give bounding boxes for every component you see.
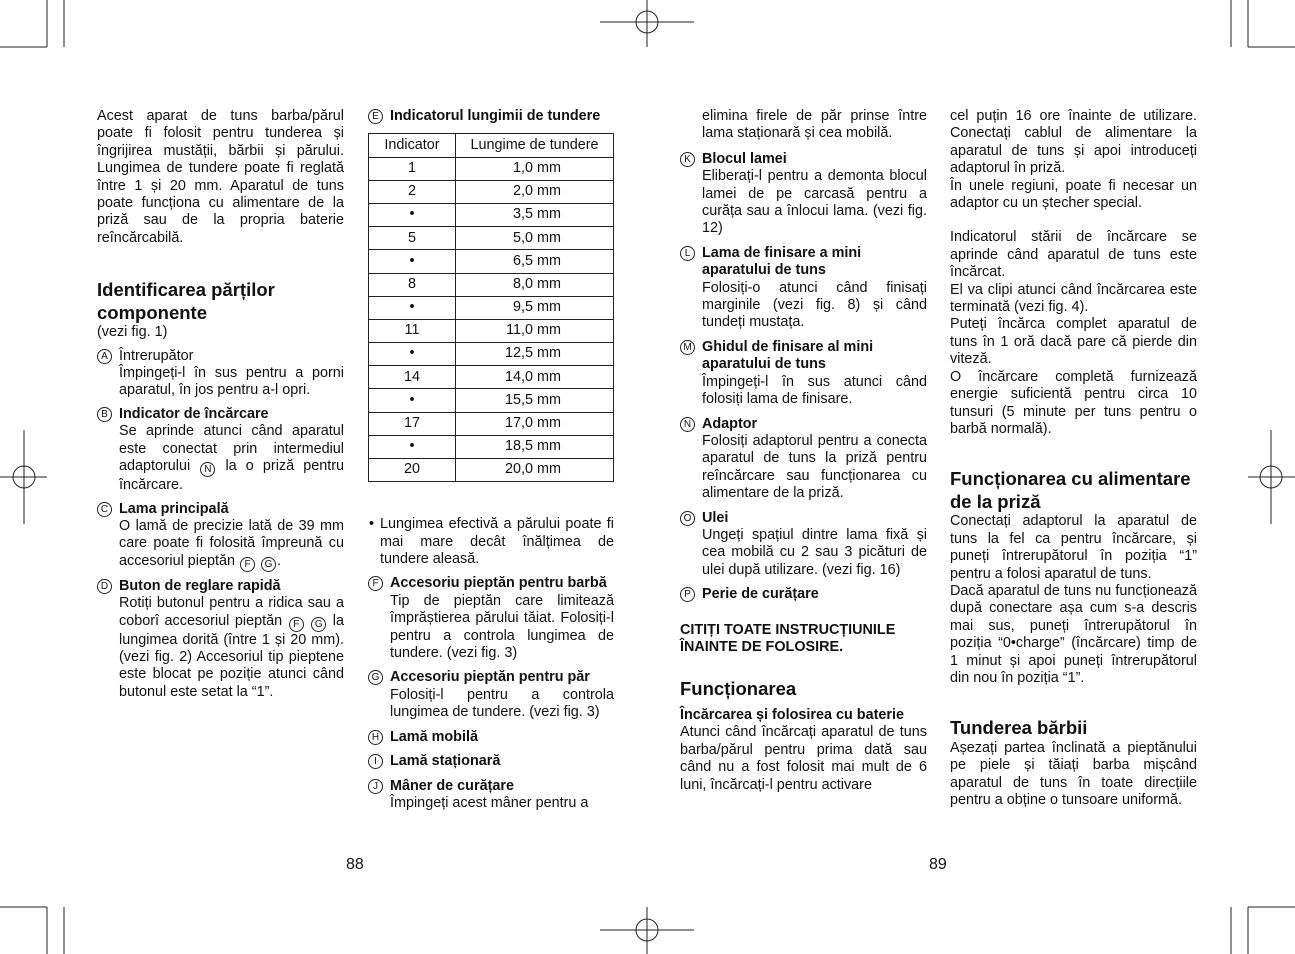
letter-n-badge: N	[200, 462, 215, 477]
section-ref: (vezi fig. 1)	[97, 324, 168, 341]
length-cell: 15,5 mm	[456, 389, 614, 412]
table-row	[369, 412, 614, 435]
part-body: Folosiți-o atunci când finisați marginile (vezi fig. 8) și când tundeți mustața.	[702, 279, 927, 331]
letter-p-badge: P	[680, 587, 695, 602]
part-body: Folosiți adaptorul pentru a conecta aparatul de tuns la priză pentru reîncărcare sau funcționarea cu alimentare de la priză.	[702, 432, 927, 502]
part-body: Împingeți-l în sus atunci când folosiți lama de finisare.	[702, 373, 927, 408]
column-4	[950, 108, 1197, 810]
table-row	[369, 180, 614, 203]
page-number-right: 89	[929, 856, 947, 873]
letter-k-badge: K	[680, 152, 695, 167]
part-item-e	[368, 108, 614, 125]
part-head: Indicatorul lungimii de tundere	[390, 108, 601, 124]
length-cell: 12,5 mm	[456, 343, 614, 366]
table-body	[369, 157, 614, 482]
continued-text: elimina firele de păr prinse între lama staționară și cea mobilă.	[702, 108, 927, 142]
paragraph: Dacă aparatul de tuns nu funcționează după conectare așa cum s-a descris mai sus, puneți întrerupătorul în poziția “0•charge” (încărcare) timp de 1 minut și apoi puneți întrerupătorul din nou în poziția “1”.	[950, 582, 1197, 686]
table-row	[369, 319, 614, 342]
indicator-cell: 20	[369, 459, 456, 482]
section-title-parts: Identificarea părților componente	[97, 279, 275, 323]
letter-n-badge: N	[680, 417, 695, 432]
length-cell: 9,5 mm	[456, 296, 614, 319]
part-item-p	[680, 586, 927, 603]
length-cell: 18,5 mm	[456, 435, 614, 458]
indicator-cell: 11	[369, 319, 456, 342]
paragraph: Indicatorul stării de încărcare se aprinde când aparatul de tuns este încărcat.	[950, 229, 1197, 281]
table-row	[369, 389, 614, 412]
part-item-k	[680, 151, 927, 238]
length-cell: 17,0 mm	[456, 412, 614, 435]
body-text: Rotiți butonul pentru a ridica sau a coborî accesoriul pieptăn	[119, 595, 344, 629]
letter-d-badge: D	[97, 579, 112, 594]
letter-o-badge: O	[680, 511, 695, 526]
paragraph: O încărcare completă furnizează energie suficientă pentru circa 10 tunsuri (5 minute per tuns pentru o barbă normală).	[950, 368, 1197, 437]
indicator-cell: •	[369, 343, 456, 366]
part-head: Blocul lamei	[702, 150, 787, 167]
length-cell: 1,0 mm	[456, 157, 614, 180]
letter-m-badge: M	[680, 340, 695, 355]
part-item-f	[368, 575, 614, 662]
indicator-cell: •	[369, 435, 456, 458]
part-body: Împingeți-l în sus pentru a porni aparatul, în jos pentru a-l opri.	[119, 365, 344, 399]
table-row	[369, 250, 614, 273]
table-row	[369, 343, 614, 366]
length-cell: 3,5 mm	[456, 203, 614, 226]
column-1	[97, 108, 344, 701]
paragraph: Așezați partea înclinată a pieptănului pe piele și tăiați barba mișcând aparatul de tuns în toate direcțiile pentru a obține o tunsoare uniformă.	[950, 739, 1197, 809]
note-bullet	[368, 516, 614, 568]
letter-b-badge: B	[97, 407, 112, 422]
part-head: Ulei	[702, 509, 729, 526]
body-text: la lungimea dorită (între 1 și 20 mm). (vezi fig. 2) Accesoriul tip pieptene este blocat pe poziție atunci când butonul este setat la “1”.	[119, 612, 344, 700]
part-item-j	[368, 778, 614, 813]
length-cell: 11,0 mm	[456, 319, 614, 342]
bullet-text: Lungimea efectivă a părului poate fi mai mare decât înălțimea de tundere aleasă.	[380, 516, 614, 568]
indicator-cell: •	[369, 203, 456, 226]
part-body	[119, 595, 344, 701]
section-title-beard: Tunderea bărbii	[950, 717, 1088, 739]
table-row	[369, 157, 614, 180]
part-head: Întrerupător	[119, 347, 194, 364]
table-header-row	[369, 134, 614, 157]
letter-a-badge: A	[97, 349, 112, 364]
column-2	[368, 108, 614, 812]
section-title-operation: Funcționarea	[680, 678, 797, 700]
indicator-cell: •	[369, 296, 456, 319]
table-row	[369, 227, 614, 250]
indicator-cell: 1	[369, 157, 456, 180]
bullet-dot: •	[369, 516, 375, 533]
indicator-cell: •	[369, 389, 456, 412]
part-item-i	[368, 753, 614, 770]
letter-g-badge: G	[261, 557, 276, 572]
letter-e-badge: E	[368, 109, 383, 124]
part-body	[119, 423, 344, 494]
indicator-cell: 5	[369, 227, 456, 250]
part-head: Indicator de încărcare	[119, 405, 269, 422]
warning-text: CITIȚI TOATE INSTRUCȚIUNILE ÎNAINTE DE FOLOSIRE.	[680, 621, 896, 655]
part-head: Adaptor	[702, 415, 758, 432]
part-item-l	[680, 245, 927, 332]
body-text: la o priză pentru încărcare.	[119, 458, 345, 494]
letter-h-badge: H	[368, 730, 383, 745]
table-header-cell: Indicator	[369, 134, 456, 157]
length-table	[368, 133, 614, 482]
part-head: Lamă staționară	[390, 753, 501, 770]
part-body: Ungeți spațiul dintre lama fixă și cea mobilă cu 2 sau 3 picături de ulei după utilizare. (vezi fig. 16)	[702, 526, 927, 578]
part-head: Accesoriu pieptăn pentru păr	[390, 669, 590, 686]
part-item-o	[680, 510, 927, 580]
part-item-n	[680, 416, 927, 503]
part-item-m	[680, 339, 927, 409]
body-text: .	[277, 552, 281, 569]
part-head: Ghidul de finisare al mini aparatului de tuns	[702, 338, 874, 373]
table-row	[369, 203, 614, 226]
part-item-b	[97, 406, 344, 495]
letter-f-badge: F	[289, 617, 304, 632]
letter-f-badge: F	[240, 557, 255, 572]
letter-f-badge: F	[368, 576, 383, 591]
part-head: Lama principală	[119, 500, 229, 517]
length-cell: 2,0 mm	[456, 180, 614, 203]
body-text: O lamă de precizie lată de 39 mm care poate fi folosită împreună cu accesoriul pieptăn	[119, 517, 344, 569]
letter-g-badge: G	[368, 670, 383, 685]
letter-c-badge: C	[97, 502, 112, 517]
letter-i-badge: I	[368, 754, 383, 769]
table-row	[369, 459, 614, 482]
length-cell: 8,0 mm	[456, 273, 614, 296]
length-cell: 14,0 mm	[456, 366, 614, 389]
part-item-g	[368, 669, 614, 721]
indicator-cell: 14	[369, 366, 456, 389]
table-header-cell: Lungime de tundere	[456, 134, 614, 157]
subsection-body: Atunci când încărcați aparatul de tuns barba/părul pentru prima dată sau când nu a fost folosit mai mult de 6 luni, încărcați-l pentru activare	[680, 724, 927, 793]
indicator-cell: 2	[369, 180, 456, 203]
paragraph: Conectați adaptorul la aparatul de tuns la fel ca pentru încărcare, și puneți întrerupătorul în poziția “1” pentru a folosi aparatul de tuns.	[950, 513, 1197, 582]
part-body	[119, 518, 344, 572]
part-head: Lamă mobilă	[390, 728, 478, 745]
indicator-cell: 17	[369, 412, 456, 435]
column-3	[680, 108, 927, 794]
letter-j-badge: J	[368, 779, 383, 794]
section-title-mains: Funcționarea cu alimentare de la priză	[950, 468, 1191, 512]
table-row	[369, 366, 614, 389]
length-cell: 5,0 mm	[456, 227, 614, 250]
part-head: Perie de curățare	[702, 586, 819, 603]
paragraph: El va clipi atunci când încărcarea este terminată (vezi fig. 4).	[950, 281, 1197, 316]
part-head: Lama de finisare a mini aparatului de tuns	[702, 244, 862, 279]
part-body: Eliberați-l pentru a demonta blocul lamei de pe carcasă pentru a curăța sau a înlocui lama. (vezi fig. 12)	[702, 168, 927, 237]
letter-l-badge: L	[680, 246, 695, 261]
letter-g-badge: G	[311, 617, 326, 632]
part-item-c	[97, 501, 344, 572]
intro-paragraph: Acest aparat de tuns barba/părul poate fi folosit pentru tunderea și îngrijirea mustății, bărbii și părului. Lungimea de tundere poate fi reglată între 1 și 20 mm. Aparatul de tuns poate funcționa cu alimentare de la priză sau de la propria baterie reîncărcabilă.	[97, 108, 344, 246]
part-item-a	[97, 348, 344, 400]
part-head: Mâner de curățare	[390, 777, 514, 794]
continued-text: cel puțin 16 ore înainte de utilizare. Conectați cablul de alimentare la aparatul de tuns și apoi introduceți adaptorul în priză.	[950, 108, 1197, 177]
part-body: Tip de pieptăn care limitează împrăștierea părului tăiat. Folosiți-l pentru a controla lungimea de tundere. (vezi fig. 3)	[390, 592, 614, 662]
paragraph: În unele regiuni, poate fi necesar un adaptor cu un ștecher special.	[950, 177, 1197, 212]
page-number-left: 88	[346, 856, 364, 873]
part-item-h	[368, 729, 614, 746]
indicator-cell: •	[369, 250, 456, 273]
table-row	[369, 296, 614, 319]
length-cell: 6,5 mm	[456, 250, 614, 273]
table-row	[369, 273, 614, 296]
indicator-cell: 8	[369, 273, 456, 296]
length-cell: 20,0 mm	[456, 459, 614, 482]
part-body: Folosiți-l pentru a controla lungimea de tundere. (vezi fig. 3)	[390, 686, 614, 721]
table-row	[369, 435, 614, 458]
part-item-d	[97, 578, 344, 701]
part-head: Accesoriu pieptăn pentru barbă	[390, 575, 607, 592]
subsection-title: Încărcarea și folosirea cu baterie	[680, 706, 904, 723]
body-text: Se aprinde atunci când aparatul este conectat prin intermediul adaptorului	[119, 423, 344, 475]
paragraph: Puteți încărca complet aparatul de tuns în 1 oră dacă pare că pierde din viteză.	[950, 316, 1197, 368]
part-head: Buton de reglare rapidă	[119, 577, 281, 594]
part-body: Împingeți acest mâner pentru a	[390, 794, 589, 811]
